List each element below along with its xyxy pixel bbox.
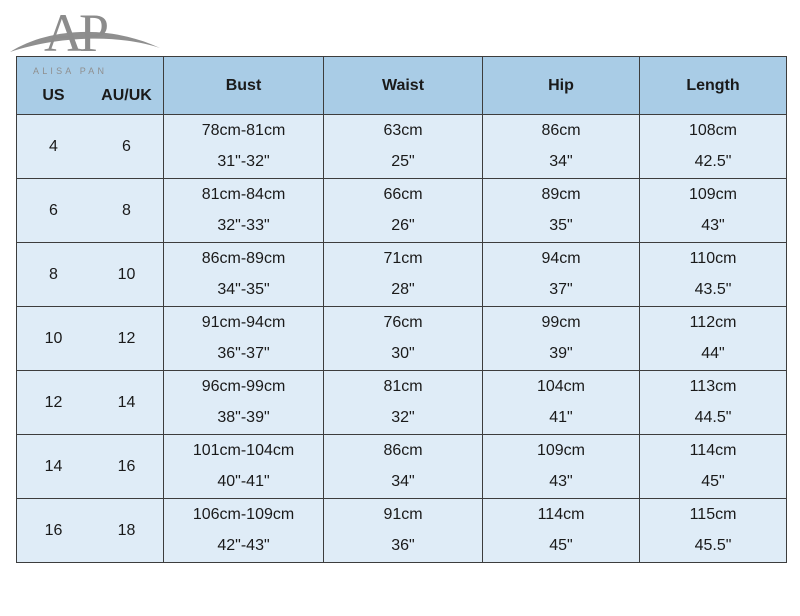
length-in: 44.5" bbox=[694, 409, 732, 427]
waist-cm: 91cm bbox=[383, 505, 423, 523]
size-cell bbox=[17, 435, 164, 499]
hip-cm: 89cm bbox=[541, 185, 581, 203]
waist-cell bbox=[324, 435, 483, 499]
hip-cm: 114cm bbox=[537, 505, 585, 523]
length-in: 45.5" bbox=[694, 537, 732, 555]
size-cell bbox=[17, 115, 164, 179]
length-cm: 113cm bbox=[689, 377, 737, 395]
waist-cm: 66cm bbox=[383, 185, 423, 203]
bust-cm: 78cm-81cm bbox=[201, 121, 286, 139]
bust-cell bbox=[164, 499, 324, 563]
waist-in: 30" bbox=[391, 345, 415, 363]
size-cell bbox=[17, 179, 164, 243]
bust-cm: 81cm-84cm bbox=[201, 185, 286, 203]
hip-cell bbox=[483, 499, 640, 563]
waist-cm: 76cm bbox=[383, 313, 423, 331]
header-length: Length bbox=[640, 57, 787, 115]
table-row bbox=[17, 307, 787, 371]
length-cm: 108cm bbox=[688, 121, 738, 139]
bust-cm: 91cm-94cm bbox=[201, 313, 286, 331]
size-us: 14 bbox=[44, 457, 63, 475]
size-auuk: 18 bbox=[117, 521, 136, 539]
length-cm: 114cm bbox=[689, 441, 737, 459]
hip-cell bbox=[483, 115, 640, 179]
length-cm: 109cm bbox=[688, 185, 738, 203]
length-cell bbox=[640, 499, 787, 563]
bust-in: 38"-39" bbox=[217, 409, 270, 427]
table-row bbox=[17, 243, 787, 307]
waist-in: 26" bbox=[391, 217, 415, 235]
bust-cm: 86cm-89cm bbox=[201, 249, 286, 267]
header-auuk: AU/UK bbox=[101, 86, 152, 104]
hip-in: 35" bbox=[549, 217, 573, 235]
size-chart-table bbox=[16, 56, 787, 563]
waist-cm: 81cm bbox=[383, 377, 423, 395]
length-cell bbox=[640, 371, 787, 435]
hip-cm: 99cm bbox=[541, 313, 581, 331]
bust-cell bbox=[164, 115, 324, 179]
length-cm: 115cm bbox=[689, 505, 737, 523]
size-cell bbox=[17, 499, 164, 563]
hip-cell bbox=[483, 179, 640, 243]
waist-cm: 71cm bbox=[383, 249, 423, 267]
hip-in: 34" bbox=[549, 153, 573, 171]
length-cell bbox=[640, 307, 787, 371]
waist-cell bbox=[324, 115, 483, 179]
length-in: 43" bbox=[701, 217, 725, 235]
length-in: 44" bbox=[701, 345, 725, 363]
size-us: 4 bbox=[49, 137, 58, 155]
size-auuk: 14 bbox=[117, 393, 136, 411]
waist-cell bbox=[324, 243, 483, 307]
length-in: 45" bbox=[701, 473, 725, 491]
hip-cell bbox=[483, 371, 640, 435]
hip-in: 37" bbox=[549, 281, 573, 299]
bust-cell bbox=[164, 179, 324, 243]
header-hip: Hip bbox=[483, 57, 640, 115]
header-bust: Bust bbox=[164, 57, 324, 115]
size-auuk: 8 bbox=[122, 201, 131, 219]
bust-cell bbox=[164, 243, 324, 307]
bust-in: 42"-43" bbox=[217, 537, 270, 555]
logo-letters: AP bbox=[44, 3, 106, 63]
size-cell bbox=[17, 243, 164, 307]
logo-brand-name: ALISA PAN bbox=[33, 66, 108, 76]
size-us: 6 bbox=[49, 201, 58, 219]
table-row bbox=[17, 435, 787, 499]
bust-in: 34"-35" bbox=[217, 281, 270, 299]
length-cell bbox=[640, 435, 787, 499]
hip-cell bbox=[483, 307, 640, 371]
size-auuk: 6 bbox=[122, 137, 131, 155]
bust-cm: 96cm-99cm bbox=[201, 377, 286, 395]
hip-cell bbox=[483, 243, 640, 307]
hip-in: 43" bbox=[549, 473, 573, 491]
waist-in: 28" bbox=[391, 281, 415, 299]
waist-cell bbox=[324, 307, 483, 371]
bust-cm: 106cm-109cm bbox=[192, 505, 295, 523]
bust-in: 32"-33" bbox=[217, 217, 270, 235]
brand-logo bbox=[8, 3, 168, 80]
bust-in: 40"-41" bbox=[217, 473, 270, 491]
hip-in: 39" bbox=[549, 345, 573, 363]
waist-in: 25" bbox=[391, 153, 415, 171]
length-in: 42.5" bbox=[694, 153, 732, 171]
length-in: 43.5" bbox=[694, 281, 732, 299]
table-row bbox=[17, 371, 787, 435]
waist-cell bbox=[324, 371, 483, 435]
hip-cm: 94cm bbox=[541, 249, 581, 267]
size-us: 10 bbox=[44, 329, 63, 347]
bust-cm: 101cm-104cm bbox=[192, 441, 295, 459]
length-cell bbox=[640, 179, 787, 243]
table-row bbox=[17, 499, 787, 563]
size-auuk: 12 bbox=[117, 329, 136, 347]
size-us: 8 bbox=[49, 265, 58, 283]
length-cm: 110cm bbox=[689, 249, 737, 267]
bust-cell bbox=[164, 435, 324, 499]
waist-cm: 86cm bbox=[383, 441, 423, 459]
header-waist: Waist bbox=[324, 57, 483, 115]
size-cell bbox=[17, 371, 164, 435]
length-cell bbox=[640, 243, 787, 307]
waist-in: 32" bbox=[391, 409, 415, 427]
table-row bbox=[17, 115, 787, 179]
header-us: US bbox=[42, 86, 65, 104]
hip-cm: 104cm bbox=[536, 377, 586, 395]
hip-cm: 86cm bbox=[541, 121, 581, 139]
waist-cell bbox=[324, 179, 483, 243]
size-cell bbox=[17, 307, 164, 371]
bust-cell bbox=[164, 307, 324, 371]
hip-cell bbox=[483, 435, 640, 499]
table-row bbox=[17, 179, 787, 243]
hip-cm: 109cm bbox=[536, 441, 586, 459]
length-cm: 112cm bbox=[689, 313, 737, 331]
waist-in: 36" bbox=[391, 537, 415, 555]
size-us: 12 bbox=[44, 393, 63, 411]
hip-in: 41" bbox=[549, 409, 573, 427]
waist-cell bbox=[324, 499, 483, 563]
size-auuk: 10 bbox=[117, 265, 136, 283]
size-us: 16 bbox=[44, 521, 63, 539]
bust-cell bbox=[164, 371, 324, 435]
bust-in: 36"-37" bbox=[217, 345, 270, 363]
size-auuk: 16 bbox=[117, 457, 136, 475]
bust-in: 31"-32" bbox=[217, 153, 270, 171]
length-cell bbox=[640, 115, 787, 179]
waist-in: 34" bbox=[391, 473, 415, 491]
hip-in: 45" bbox=[549, 537, 573, 555]
waist-cm: 63cm bbox=[383, 121, 423, 139]
